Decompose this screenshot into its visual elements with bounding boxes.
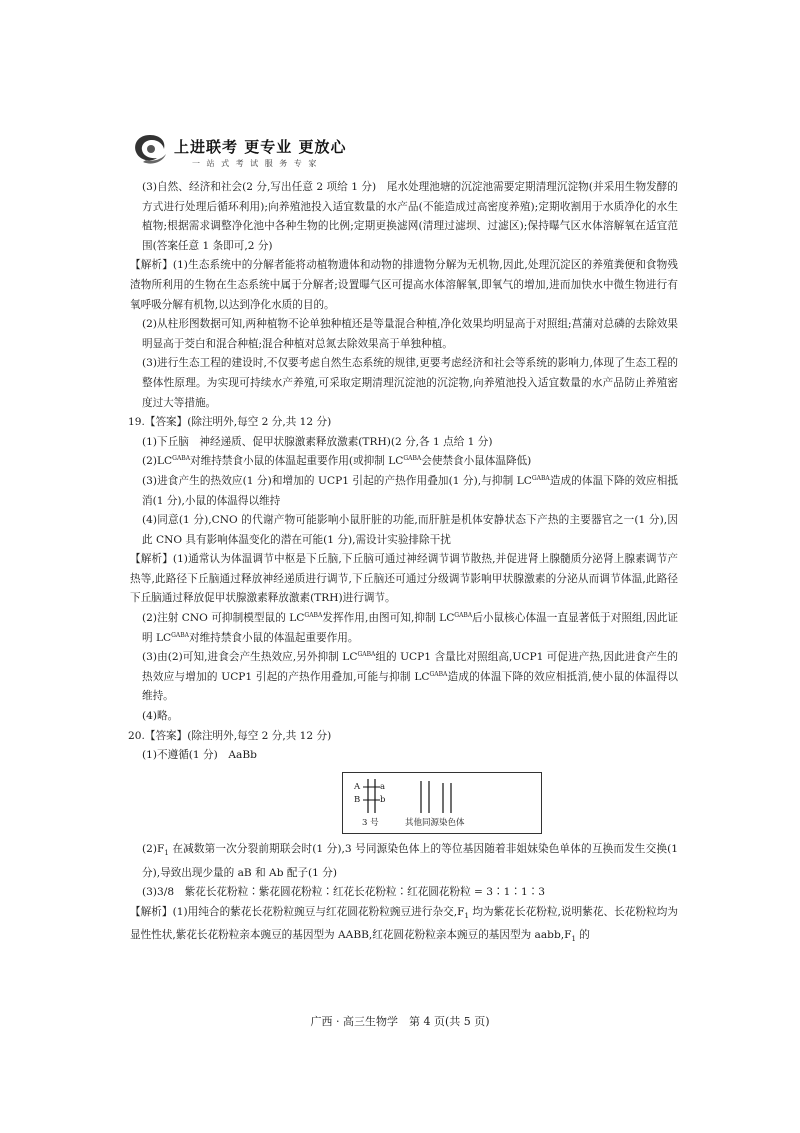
q20-answer-heading: 20.【答案】(除注明外,每空 2 分,共 12 分) (128, 729, 332, 742)
q18-explanation-1: 【解析】(1)生态系统中的分解者能将动植物遗体和动物的排遗物分解为无机物,因此,处理沉淀区的养殖粪便和食物残渣物所利用的生物在生态系统中属于分解者;设置曝气区可提高水体溶解氧,即氧气的增加,进而加快水中微生物进行有氧呼吸分解有机物,以达到净化水质的目的。 (130, 259, 678, 311)
logo-swirl-icon (130, 132, 170, 168)
allele-label-a: a (380, 781, 386, 792)
caption-other-homologous: 其他同源染色体 (405, 817, 465, 828)
q18-explanation-2: (2)从柱形图数据可知,两种植物不论单独种植还是等量混合种植,净化效果均明显高于对照组;菖蒲对总磷的去除效果明显高于茭白和混合种植;混合种植对总氮去除效果高于单独种植。 (142, 318, 678, 350)
page-footer: 广西 · 高三生物学 第 4 页(共 5 页) (310, 1015, 490, 1028)
caption-chromosome-3: 3 号 (362, 817, 379, 828)
answer-content (130, 178, 678, 950)
q19-answer-3: (3)进食产生的热效应(1 分)和增加的 UCP1 引起的产热作用叠加(1 分),与抑制 $LC^{GABA}$造成的体温下降的效应相抵消(1 分),小鼠的体温得以维持 (142, 474, 679, 507)
q18-explanation-3: (3)进行生态工程的建设时,不仅要考虑自然生态系统的规律,更要考虑经济和社会等系统的影响力,体现了生态工程的整体性原理。为实现可持续水产养殖,可采取定期清理沉淀池的沉淀物,向养殖池投入适宜数量的水产品防止养殖密度过大等措施。 (142, 357, 678, 409)
q18-answer-3: (3)自然、经济和社会(2 分,写出任意 2 项给 1 分) 尾水处理池塘的沉淀池需要定期清理沉淀物(并采用生物发酵的方式进行处理后循环利用);向养殖池投入适宜数量的水产品(不能造成过高密度养殖);定期收割用于水质净化的水生植物;根据需求调整净化池中各种生物的比例;定期更换滤网(清理过滤坝、过滤区);保持曝气区水体溶解氧在适宜范围(答案任意 1 条即可,2 分) (142, 181, 678, 252)
brand-logo (130, 130, 390, 176)
q19-answer-4: (4)同意(1 分),CNO 的代谢产物可能影响小鼠肝脏的功能,而肝脏是机体安静状态下产热的主要器官之一(1 分),因此 CNO 具有影响体温变化的潜在可能(1 分),需设计实验排除干扰 (142, 514, 678, 546)
q20-explanation-1: 【解析】(1)用纯合的紫花长花粉粒豌豆与红花圆花粉粒豌豆进行杂交$,F_1$ 均为紫花长花粉粒,说明紫花、长花粉粒均为显性性状,紫花长花粉粒亲本豌豆的基因型为 AABB,红花圆花粉粒亲本豌豆的基因型为 $aabb,F_1$ 的 (130, 905, 678, 944)
q19-explanation-1: 【解析】(1)通常认为体温调节中枢是下丘脑,下丘脑可通过神经调节调节散热,并促进肾上腺髓质分泌肾上腺素调节产热等,此路径下丘脑通过释放神经递质进行调节,下丘脑还可通过分级调节影响甲状腺激素的分泌从而调节体温,此路径下丘脑通过释放促甲状腺激素释放激素(TRH)进行调节。 (130, 553, 678, 605)
allele-label-A: A (354, 781, 361, 792)
q20-answer-1: (1)不遵循(1 分) AaBb (142, 749, 257, 762)
q20-answer-3: (3)3/8 紫花长花粉粒∶紫花圆花粉粒∶红花长花粉粒∶红花圆花粉粒 = 3∶1∶1∶3 (142, 886, 546, 899)
q19-answer-heading: 19.【答案】(除注明外,每空 2 分,共 12 分) (128, 416, 332, 429)
allele-label-B: B (354, 794, 361, 805)
q19-answer-2: $(2)LC^{GABA}$对维持禁食小鼠的体温起重要作用(或抑制 $LC^{GABA}$会使禁食小鼠体温降低) (142, 455, 532, 468)
q19-explanation-4: (4)略。 (142, 710, 179, 723)
chromosome-diagram (342, 772, 542, 834)
q20-answer-2: $(2)F_1$ 在减数第一次分裂前期联会时(1 分),3 号同源染色体上的等位基因随着非姐妹染色单体的互换而发生交换(1 分),导致出现少量的 aB 和 Ab 配子(1 分) (142, 842, 678, 879)
brand-title: 上进联考 更专业 更放心 (174, 138, 347, 156)
q19-explanation-3: (3)由(2)可知,进食会产生热效应,另外抑制 $LC^{GABA}$组的 UCP1 含量比对照组高,UCP1 可促进产热,因此进食产生的热效应与增加的 UCP1 引起的产热作用叠加,可能与抑制 $LC^{GABA}$造成的体温下降的效应相抵消,使小鼠的体温得以维持。 (142, 651, 679, 703)
brand-tagline: 一 站 式 考 试 服 务 专 家 (192, 159, 319, 168)
allele-label-b: b (380, 794, 386, 805)
q19-explanation-2: (2)注射 CNO 可抑制模型鼠的 $LC^{GABA}$发挥作用,由图可知,抑制 $LC^{GABA}$后小鼠核心体温一直显著低于对照组,因此证明 $LC^{GABA}$对维持禁食小鼠的体温起重要作用。 (142, 612, 678, 644)
q19-answer-1: (1)下丘脑 神经递质、促甲状腺激素释放激素(TRH)(2 分,各 1 点给 1 分) (142, 435, 493, 448)
